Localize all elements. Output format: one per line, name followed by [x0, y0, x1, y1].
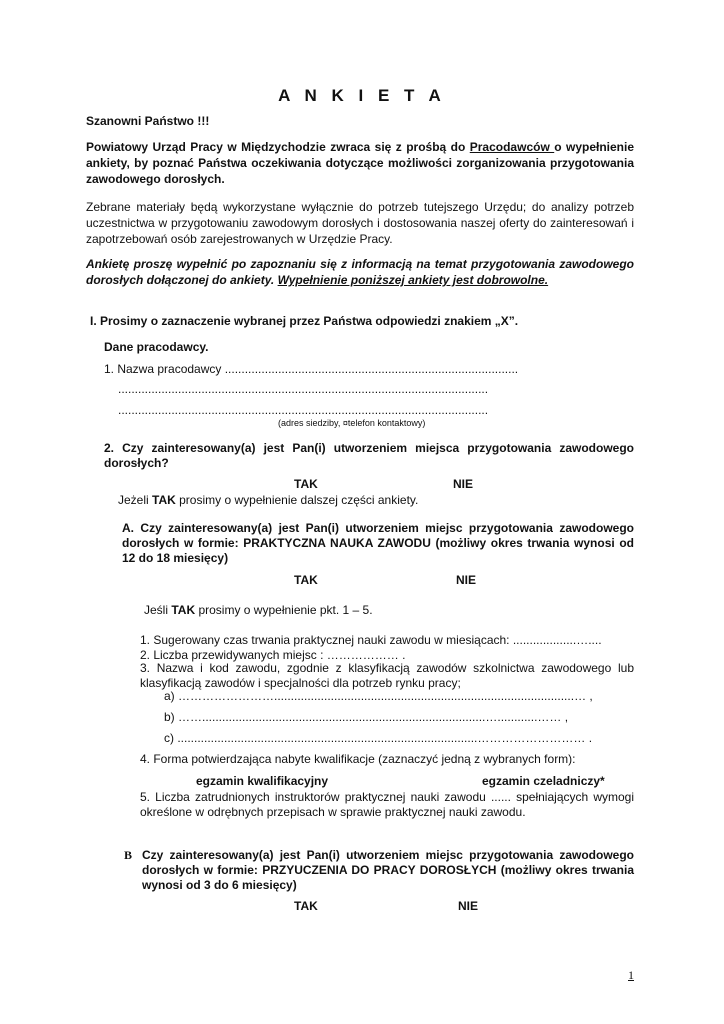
section-b-yes-option[interactable]: TAK [294, 899, 318, 913]
intro-employers: Pracodawców [469, 140, 555, 154]
section-a-yes-option[interactable]: TAK [294, 573, 318, 587]
section-b-letter: B [124, 848, 133, 862]
item-3a-field[interactable]: a) ……………………..........................................................................................… , [164, 689, 593, 703]
address-hint: (adres siedziby, ¤telefon kontaktowy) [278, 418, 426, 428]
employer-address-line-1[interactable]: ............................................................................................................... [118, 382, 489, 396]
section-a-if-yes-note [144, 603, 373, 617]
item-3b-field[interactable]: b) …….....................................................................................…............…… , [164, 710, 569, 724]
item-2-places[interactable]: 2. Liczba przewidywanych miejsc : ……………… . [140, 648, 406, 662]
exam-qualification-option[interactable]: egzamin kwalifikacyjny [196, 774, 329, 788]
section-a-no-option[interactable]: NIE [456, 573, 477, 587]
section-b-no-option[interactable]: NIE [458, 899, 479, 913]
item-5-instructors: 5. Liczba zatrudnionych instruktorów praktycznej nauki zawodu ...... spełniających wymogi określone w odrębnych przepisach w sprawie praktycznej nauki zawodu. [140, 790, 634, 819]
note-prefix: Jeżeli [118, 493, 153, 507]
item-3-occupation: 3. Nazwa i kod zawodu, zgodnie z klasyfikacją zawodów szkolnictwa zawodowego lub klasyfikacją zawodów i specjalności dla potrzeb rynku pracy; [140, 661, 634, 690]
item-3c-field[interactable]: c) ..........................................................................................……………………… . [164, 731, 593, 745]
q2-yes-option[interactable]: TAK [294, 477, 318, 491]
intro-paragraph [86, 139, 634, 187]
item-4-qualification-form: 4. Forma potwierdzająca nabyte kwalifikacje (zaznaczyć jedną z wybranych form): [140, 752, 576, 766]
request-voluntary: Wypełnienie poniższej ankiety jest dobrowolne. [277, 273, 549, 287]
request-paragraph [86, 256, 634, 288]
intro-part1: Powiatowy Urząd Pracy w Międzychodzie zwraca się z prośbą do [86, 140, 470, 154]
note-suffix: prosimy o wypełnienie dalszej części ankiety. [175, 493, 419, 507]
exam-journeyman-option[interactable]: egzamin czeladniczy* [482, 774, 605, 788]
note-suffix: prosimy o wypełnienie pkt. 1 – 5. [195, 603, 373, 617]
section-b-question: Czy zainteresowany(a) jest Pan(i) utworzeniem miejsc przygotowania zawodowego dorosłych w formie: PRZYUCZENIA DO PRACY DOROSŁYCH (możliwy okres trwania wynosi od 3 do 6 miesięcy) [142, 848, 634, 892]
q2-if-yes-note [118, 493, 418, 507]
item-1-duration[interactable]: 1. Sugerowany czas trwania praktycznej nauki zawodu w miesiącach: ...................….... [140, 633, 602, 647]
data-usage-paragraph: Zebrane materiały będą wykorzystane wyłącznie do potrzeb tutejszego Urzędu; do analizy potrzeb uczestnictwa w przygotowaniu zawodowym dorosłych i dostosowania naszej oferty do zainteresowań i zapotrzebowań osób zarejestrowanych w Urzędzie Pracy. [86, 200, 634, 246]
note-tak: TAK [152, 493, 176, 507]
q2-no-option[interactable]: NIE [453, 477, 474, 491]
note-prefix: Jeśli [144, 603, 172, 617]
intro-part2: o wypełnienie ankiety, by poznać Państwa oczekiwania dotyczące możliwości zorganizowania przygotowania zawodowego dorosłych. [86, 140, 635, 186]
employer-data-label: Dane pracodawcy. [104, 340, 209, 354]
page-title: A N K I E T A [278, 86, 446, 105]
request-part1: Ankietę proszę wypełnić po zapoznaniu się z informacją na temat przygotowania zawodowego dorosłych dołączonej do ankiety. [86, 257, 634, 287]
page-number: 1 [628, 968, 634, 982]
employer-address-line-2[interactable]: ............................................................................................................... [118, 403, 489, 417]
question-2: 2. Czy zainteresowany(a) jest Pan(i) utworzeniem miejsca przygotowania zawodowego dorosłych? [104, 441, 634, 470]
section-a-question: A. Czy zainteresowany(a) jest Pan(i) utworzeniem miejsc przygotowania zawodowego dorosłych w formie: PRAKTYCZNA NAUKA ZAWODU (możliwy okres trwania wynosi od 12 do 18 miesięcy) [122, 521, 634, 565]
section1-heading: I. Prosimy o zaznaczenie wybranej przez Państwa odpowiedzi znakiem „X”. [90, 314, 519, 328]
note-tak: TAK [171, 603, 196, 617]
greeting: Szanowni Państwo !!! [86, 114, 210, 128]
employer-name-field[interactable]: 1. Nazwa pracodawcy ........................................................................................ [104, 362, 519, 376]
